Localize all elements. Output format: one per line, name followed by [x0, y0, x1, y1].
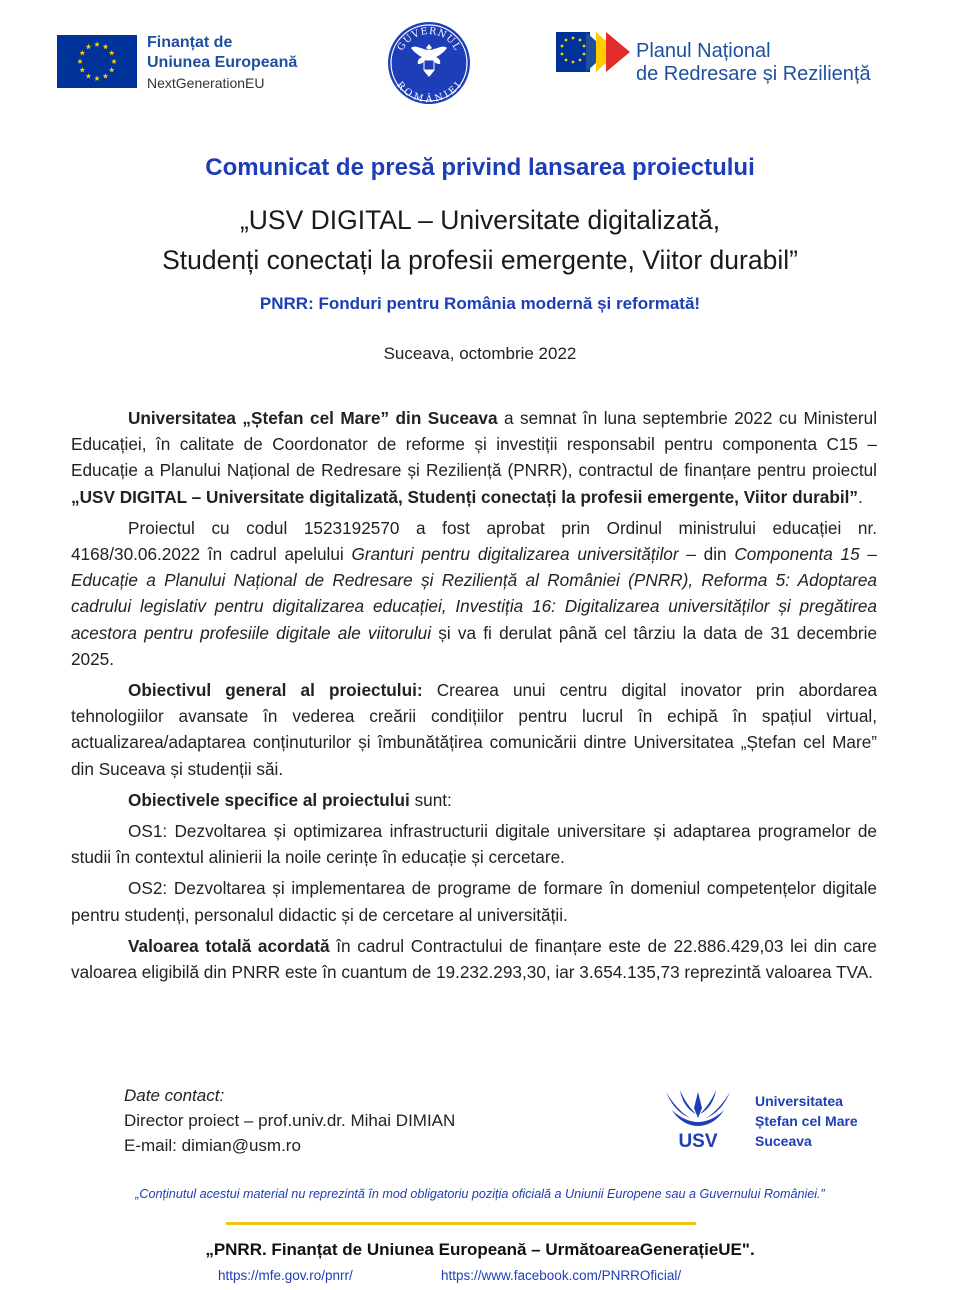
pnrr-label	[636, 40, 871, 86]
contact-email[interactable]: E-mail: dimian@usm.ro	[124, 1136, 301, 1155]
intro-text: a semnat în luna septembrie 2022 cu Ministerul Educației, în calitate de Coordonator de reforme și investiții responsabil pentru componenta C15 – Educație a Planului Național de Redresare și Reziliență (PNRR), contractul de finanțare pentru proiectul	[71, 408, 878, 481]
general-objective-label: Obiectivul general al proiectului:	[128, 680, 423, 701]
project-title-line-2: Studenți conectați la profesii emergente, Viitor durabil”	[162, 245, 798, 275]
seal-top-text: GUVERNUL	[395, 25, 463, 53]
place-date: Suceava, octombrie 2022	[383, 344, 577, 363]
pnrr-line-2: de Redresare și Reziliență	[636, 63, 871, 85]
press-release-heading: Comunicat de presă privind lansarea proiectului	[205, 154, 755, 181]
footer-title: „PNRR. Finanțat de Uniunea Europeană – UrmătoareaGenerațieUE".	[205, 1240, 755, 1259]
pnrr-line-1: Planul Național	[636, 40, 771, 62]
eu-flag-icon	[57, 35, 137, 88]
total-value-label: Valoarea totală acordată	[128, 935, 330, 956]
specific-objectives-label: Obiectivele specifice al proiectului	[128, 789, 410, 810]
usv-abbr: USV	[678, 1131, 718, 1150]
press-release-body	[71, 405, 877, 990]
project-title	[0, 200, 960, 280]
mfe-link[interactable]: https://mfe.gov.ro/pnrr/	[218, 1268, 353, 1283]
paragraph-approval	[71, 515, 877, 672]
approval-text-1: Proiectul cu codul 1523192570 a fost aprobat prin Ordinul ministrului educației nr. 4168/30.06.2022 în cadrul apelului	[71, 517, 877, 565]
objective-os1: OS1: Dezvoltarea și optimizarea infrastructurii digitale universitare și adaptarea programelor de studii în contextul alinierii la noile cerințe în educație și cercetare.	[71, 821, 877, 868]
contact-block	[124, 1083, 455, 1158]
paragraph-intro	[71, 405, 877, 510]
paragraph-general-objective	[71, 677, 877, 782]
eu-line-3: NextGenerationEU	[147, 75, 265, 91]
paragraph-specific-objectives	[71, 787, 877, 813]
disclaimer: „Conținutul acestui material nu reprezintă în mod obligatoriu poziția oficială a Uniunii Europene sau a Guvernului României.”	[135, 1187, 825, 1201]
contact-heading: Date contact:	[124, 1086, 225, 1105]
pnrr-slogan: PNRR: Fonduri pentru România modernă și reformată!	[259, 294, 701, 313]
eu-funding-label	[147, 33, 297, 93]
usv-line-3: Suceava	[755, 1133, 812, 1149]
paragraph-value	[71, 933, 877, 985]
approval-text-2: – din	[678, 544, 735, 565]
project-title-line-1: „USV DIGITAL – Universitate digitalizată,	[239, 205, 721, 235]
seal-bottom-text: ROMÂNIEI	[394, 79, 465, 106]
project-name: „USV DIGITAL – Universitate digitalizată, Studenți conectați la profesii emergente, Viitor durabil”	[71, 486, 858, 507]
header-logos	[0, 0, 960, 130]
eu-line-1: Finanțat de	[147, 34, 233, 51]
contact-director: Director proiect – prof.univ.dr. Mihai DIMIAN	[124, 1111, 456, 1130]
usv-label	[755, 1091, 858, 1151]
call-name: Granturi pentru digitalizarea universităților	[351, 544, 679, 565]
approval-text-3: și va fi derulat până cel târziu la data de 31 decembrie 2025.	[71, 622, 878, 669]
footer-divider	[226, 1222, 696, 1225]
component-reference: Componenta 15 – Educație a Planului Național de Redresare și Reziliență al României (PNRR), Reforma 5: Adoptarea cadrului legislativ pentru digitalizarea educației, Investiția 16: Digitalizarea universităților și pregătirea acestora pentru profesiile digitale ale viitorului	[71, 544, 877, 643]
pnrr-logo-icon	[556, 30, 636, 78]
general-objective-text: Crearea unui centru digital inovator prin abordarea tehnologiilor avansate în vederea creării condițiilor pentru lucrul în echipă în spațiul virtual, actualizarea/adaptarea conținuturilor și îmbunătățirea comunicării dintre Universitatea „Ștefan cel Mare” din Suceava și studenții săi.	[71, 680, 878, 779]
total-value-text: în cadrul Contractului de finanțare este de 22.886.429,03 lei din care valoarea eligibilă din PNRR este în cuantum de 19.232.293,30, iar 3.654.135,73 reprezintă valoarea TVA.	[71, 935, 877, 983]
government-seal-icon	[386, 20, 472, 106]
facebook-link[interactable]: https://www.facebook.com/PNRROficial/	[441, 1268, 682, 1283]
specific-objectives-text: sunt:	[409, 789, 452, 810]
usv-line-1: Universitatea	[755, 1093, 843, 1109]
eu-line-2: Uniunea Europeană	[147, 54, 298, 71]
usv-logo-icon	[662, 1088, 734, 1150]
objective-os2: OS2: Dezvoltarea și implementarea de programe de formare în domeniul competențelor digitale pentru studenți, personalul didactic și de cercetare al universității.	[71, 878, 877, 925]
university-name: Universitatea „Ștefan cel Mare” din Suceava	[128, 408, 498, 428]
intro-end: .	[857, 486, 863, 507]
usv-line-2: Ștefan cel Mare	[755, 1113, 858, 1129]
